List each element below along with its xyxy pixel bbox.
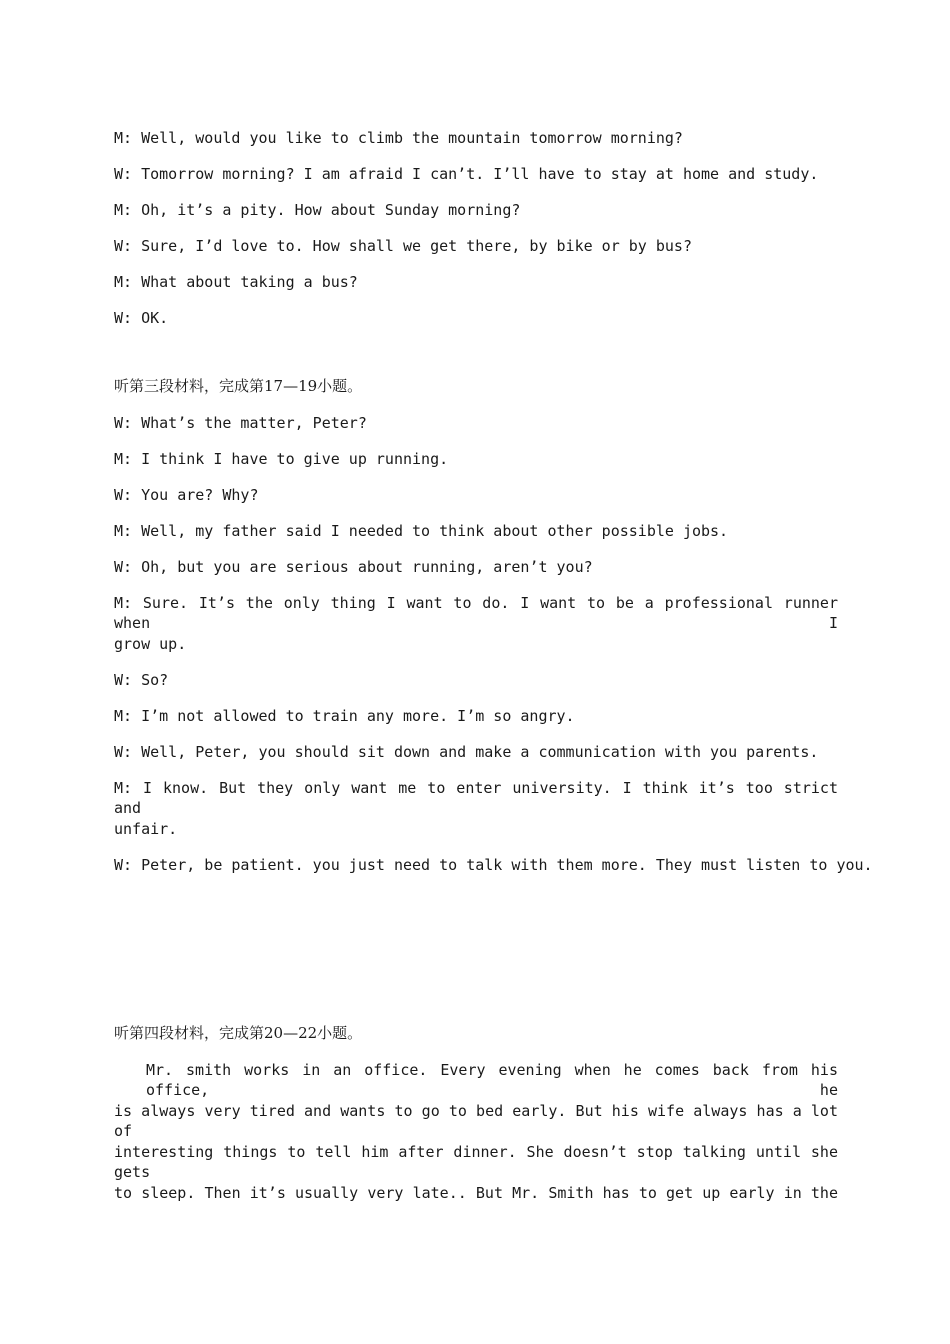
dialogue-line: W: Tomorrow morning? I am afraid I can’t. I’ll have to stay at home and study.	[114, 165, 819, 183]
dialogue-line: M: I know. But they only want me to enter university. I think it’s too strict and	[114, 779, 838, 817]
section-heading: 听第四段材料，完成第20—22小题。	[114, 1024, 363, 1042]
dialogue-line: W: What’s the matter, Peter?	[114, 414, 367, 432]
dialogue-line: W: Well, Peter, you should sit down and make a communication with you parents.	[114, 743, 819, 761]
paragraph-line: to sleep. Then it’s usually very late.. But Mr. Smith has to get up early in the	[114, 1184, 838, 1202]
paragraph-line: is always very tired and wants to go to bed early. But his wife always has a lot of	[114, 1102, 838, 1140]
dialogue-line: W: OK.	[114, 309, 169, 327]
paragraph-line: interesting things to tell him after dinner. She doesn’t stop talking until she gets	[114, 1143, 838, 1181]
dialogue-line: M: Sure. It’s the only thing I want to do. I want to be a professional runner when I	[114, 594, 838, 632]
dialogue-line: M: Well, my father said I needed to think about other possible jobs.	[114, 522, 729, 540]
dialogue-line: W: So?	[114, 671, 169, 689]
dialogue-line: W: Oh, but you are serious about running, aren’t you?	[114, 558, 593, 576]
dialogue-line: M: Oh, it’s a pity. How about Sunday morning?	[114, 201, 521, 219]
dialogue-line: M: I’m not allowed to train any more. I’m so angry.	[114, 707, 575, 725]
dialogue-line: M: Well, would you like to climb the mountain tomorrow morning?	[114, 129, 683, 147]
dialogue-line: M: I think I have to give up running.	[114, 450, 449, 468]
dialogue-line: W: You are? Why?	[114, 486, 259, 504]
dialogue-line: M: What about taking a bus?	[114, 273, 358, 291]
section-heading: 听第三段材料，完成第17—19小题。	[114, 377, 363, 395]
dialogue-line: unfair.	[114, 820, 178, 838]
paragraph-line: Mr. smith works in an office. Every evening when he comes back from his office, he	[146, 1061, 838, 1099]
dialogue-line: grow up.	[114, 635, 187, 653]
dialogue-line: W: Sure, I’d love to. How shall we get there, by bike or by bus?	[114, 237, 692, 255]
dialogue-line: W: Peter, be patient. you just need to talk with them more. They must listen to you.	[114, 856, 873, 874]
